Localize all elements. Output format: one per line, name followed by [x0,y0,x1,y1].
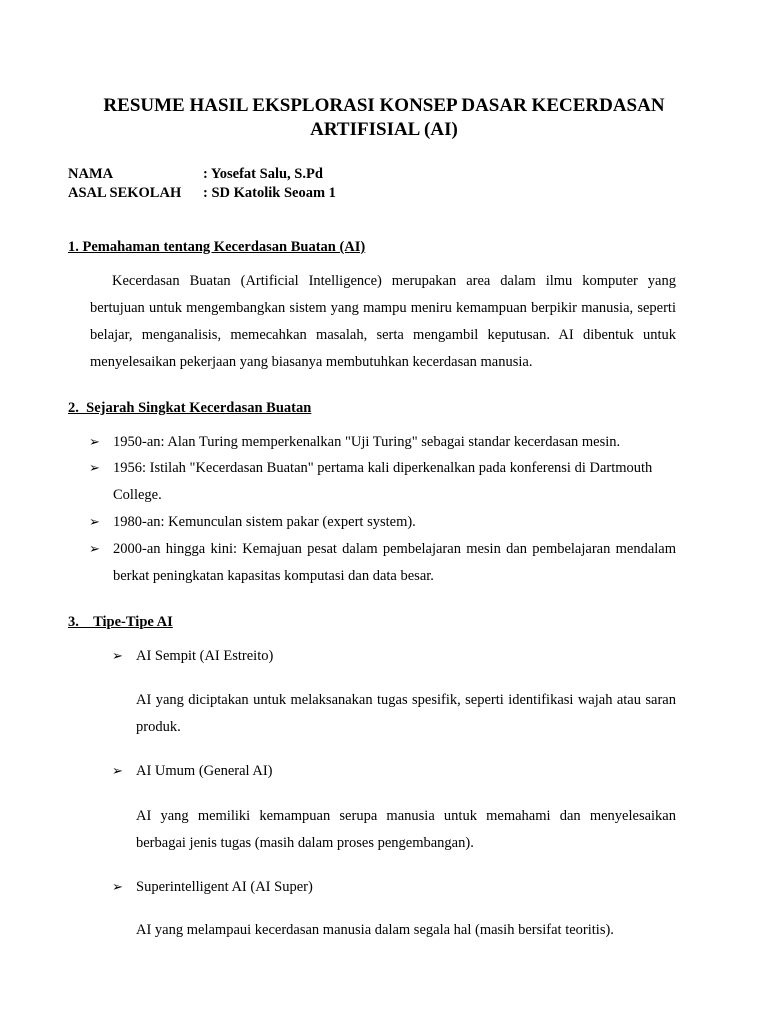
ai-type-item [112,874,676,901]
section-1-heading: 1. Pemahaman tentang Kecerdasan Buatan (AI) [68,239,366,255]
ai-type-name: AI Sempit (AI Estreito) [136,648,274,664]
section-2-heading: 2. Sejarah Singkat Kecerdasan Buatan [68,400,312,416]
ai-type-item [112,758,676,785]
arrowhead-bullet-icon: ➢ [112,649,123,664]
title-line-1: RESUME HASIL EKSPLORASI KONSEP DASAR KECERDASAN [103,95,665,116]
ai-type-name: Superintelligent AI (AI Super) [136,879,313,895]
title-line-2: ARTIFISIAL (AI) [310,119,458,140]
school-value: : SD Katolik Seoam 1 [203,185,336,201]
arrowhead-bullet-icon: ➢ [89,542,100,557]
history-item-text: 1956: Istilah "Kecerdasan Buatan" pertama kali diperkenalkan pada konferensi di Dartmouth College. [113,460,653,503]
name-value: : Yosefat Salu, S.Pd [203,166,323,182]
ai-type-item [112,643,676,670]
section-1-paragraph: Kecerdasan Buatan (Artificial Intelligence) merupakan area dalam ilmu komputer yang bertujuan untuk mengembangkan sistem yang mampu meniru kemampuan berpikir manusia, seperti belajar, menganalisis, memecahkan masalah, serta mengambil keputusan. AI dibentuk untuk menyelesaikan pekerjaan yang biasanya membutuhkan kecerdasan manusia. [90,273,676,370]
history-item [89,536,676,590]
history-item [89,455,676,509]
history-item-text: 1950-an: Alan Turing memperkenalkan "Uji Turing" sebagai standar kecerdasan mesin. [113,434,621,450]
history-item [89,509,676,536]
arrowhead-bullet-icon: ➢ [89,515,100,530]
arrowhead-bullet-icon: ➢ [112,880,123,895]
history-item-text: 1980-an: Kemunculan sistem pakar (expert system). [113,514,416,530]
name-label: NAMA [68,166,114,182]
ai-type-name: AI Umum (General AI) [136,763,273,779]
ai-type-description: AI yang memiliki kemampuan serupa manusia untuk memahami dan menyelesaikan berbagai jenis tugas (masih dalam proses pengembangan). [136,808,676,851]
school-row [68,184,336,203]
school-label: ASAL SEKOLAH [68,185,182,201]
history-item [89,429,676,456]
ai-type-description: AI yang melampaui kecerdasan manusia dalam segala hal (masih bersifat teoritis). [136,922,614,938]
document-title [60,94,708,142]
history-item-text: 2000-an hingga kini: Kemajuan pesat dalam pembelajaran mesin dan pembelajaran mendalam berkat peningkatan kapasitas komputasi dan data besar. [113,541,676,584]
section-3-heading: 3. Tipe-Tipe AI [68,614,173,630]
arrowhead-bullet-icon: ➢ [112,764,123,779]
name-row [68,165,323,184]
arrowhead-bullet-icon: ➢ [89,461,100,476]
ai-type-description: AI yang diciptakan untuk melaksanakan tugas spesifik, seperti identifikasi wajah atau saran produk. [136,692,676,735]
arrowhead-bullet-icon: ➢ [89,435,100,450]
